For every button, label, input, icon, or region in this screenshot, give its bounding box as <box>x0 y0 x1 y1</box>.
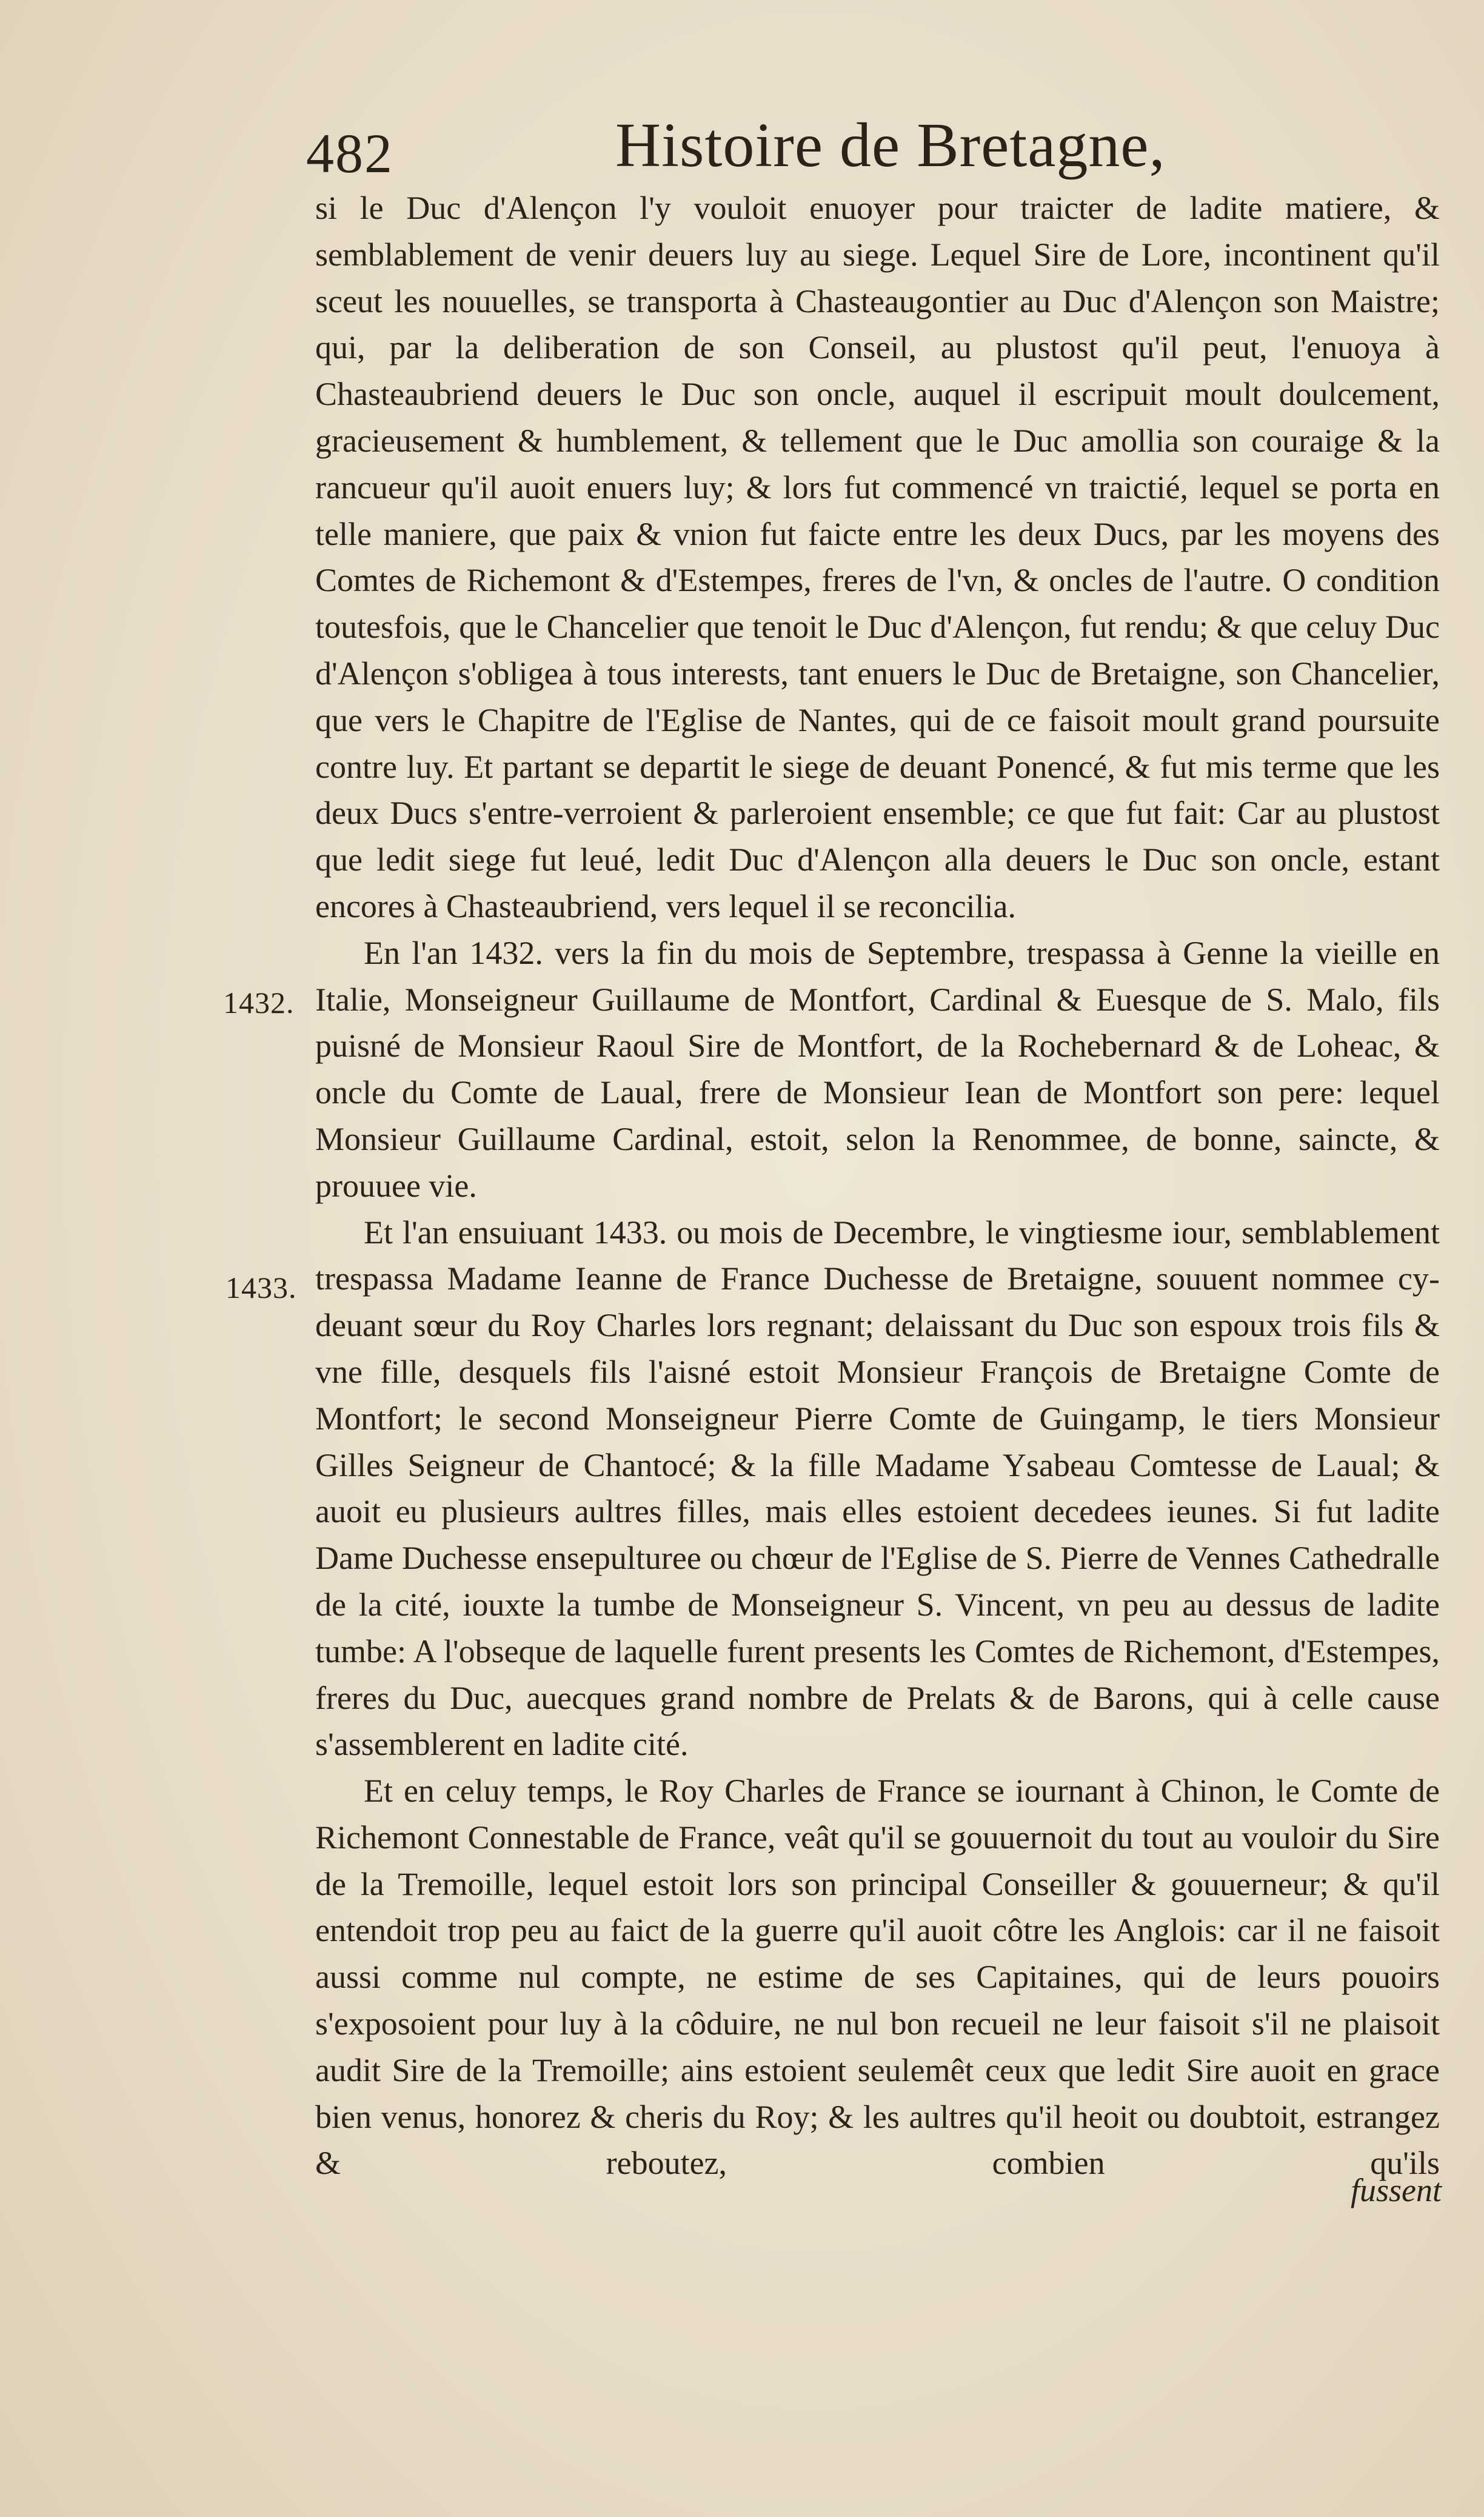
catchword: fussent <box>1351 2172 1442 2208</box>
paragraph: En l'an 1432. vers la fin du mois de Septembre, trespassa à Genne la vieille en Italie, Monseigneur Guillaume de Montfort, Cardinal & Euesque de S. Malo, fils puisné de Monsieur Raoul Sire de Montfort, de la Rochebernard & de Loheac, & oncle du Comte de Laual, frere de Monsieur Iean de Montfort son pere: lequel Monsieur Guillaume Cardinal, estoit, selon la Renommee, de bonne, saincte, & prouuee vie. <box>315 934 1440 1204</box>
margin-note-year-1433: 1433. <box>226 1271 297 1305</box>
paragraph: si le Duc d'Alençon l'y vouloit enuoyer pour traicter de ladite matiere, & semblablement de venir deuers luy au siege. Lequel Sire de Lore, incontinent qu'il sceut les nouuelles, se transporta à Chasteaugontier au Duc d'Alençon son Maistre; qui, par la deliberation de son Conseil, au plustost qu'il peut, l'enuoya à Chasteaubriend deuers le Duc son oncle, auquel il escripuit moult doulcement, gracieusement & humblement, & tellement que le Duc amollia son couraige & la rancueur qu'il auoit enuers luy; & lors fut commencé vn traictié, lequel se porta en telle maniere, que paix & vnion fut faicte entre les deux Ducs, par les moyens des Comtes de Richemont & d'Estempes, freres de l'vn, & oncles de l'autre. O condition toutesfois, que le Chancelier que tenoit le Duc d'Alençon, fut rendu; & que celuy Duc d'Alençon s'obligea à tous interests, tant enuers le Duc de Bretaigne, son Chancelier, que vers le Chapitre de l'Eglise de Nantes, qui de ce faisoit moult grand poursuite contre luy. Et partant se departit le siege de deuant Ponencé, & fut mis terme que les deux Ducs s'entre-verroient & parleroient ensemble; ce que fut fait: Car au plustost que ledit siege fut leué, ledit Duc d'Alençon alla deuers le Duc son oncle, estant encores à Chasteaubriend, vers lequel il se reconcilia. <box>315 190 1440 924</box>
paragraph: Et l'an ensuiuant 1433. ou mois de Decembre, le vingtiesme iour, semblablement trespassa Madame Ieanne de France Duchesse de Bretaigne, souuent nommee cy-deuant sœur du Roy Charles lors regnant; delaissant du Duc son espoux trois fils & vne fille, desquels fils l'aisné estoit Monsieur François de Bretaigne Comte de Montfort; le second Monseigneur Pierre Comte de Guingamp, le tiers Monsieur Gilles Seigneur de Chantocé; & la fille Madame Ysabeau Comtesse de Laual; & auoit eu plusieurs aultres filles, mais elles estoient decedees ieunes. Si fut ladite Dame Duchesse ensepulturee ou chœur de l'Eglise de S. Pierre de Vennes Cathedralle de la cité, iouxte la tumbe de Monseigneur S. Vincent, vn peu au dessus de ladite tumbe: A l'obseque de laquelle furent presents les Comtes de Richemont, d'Estempes, freres du Duc, auecques grand nombre de Prelats & de Barons, qui à celle cause s'assemblerent en ladite cité. <box>315 1214 1440 1763</box>
body-text <box>315 185 1440 2187</box>
page-number: 482 <box>306 122 393 184</box>
paragraph: Et en celuy temps, le Roy Charles de France se iournant à Chinon, le Comte de Richemont Connestable de France, veât qu'il se gouuernoit du tout au vouloir du Sire de la Tremoille, lequel estoit lors son principal Conseiller & gouuerneur; & qu'il entendoit trop peu au faict de la guerre qu'il auoit côtre les Anglois: car il ne faisoit aussi comme nul compte, ne estime de ses Capitaines, qui de leurs pouoirs s'exposoient pour luy à la côduire, ne nul bon recueil ne leur faisoit s'il ne plaisoit audit Sire de la Tremoille; ains estoient seulemêt ceux que ledit Sire auoit en grace bien venus, honorez & cheris du Roy; & les aultres qu'il heoit ou doubtoit, estrangez & reboutez, combien qu'ils <box>315 1773 1440 2182</box>
running-head: Histoire de Bretagne, <box>615 110 1166 180</box>
margin-note-year-1432: 1432. <box>223 986 295 1020</box>
